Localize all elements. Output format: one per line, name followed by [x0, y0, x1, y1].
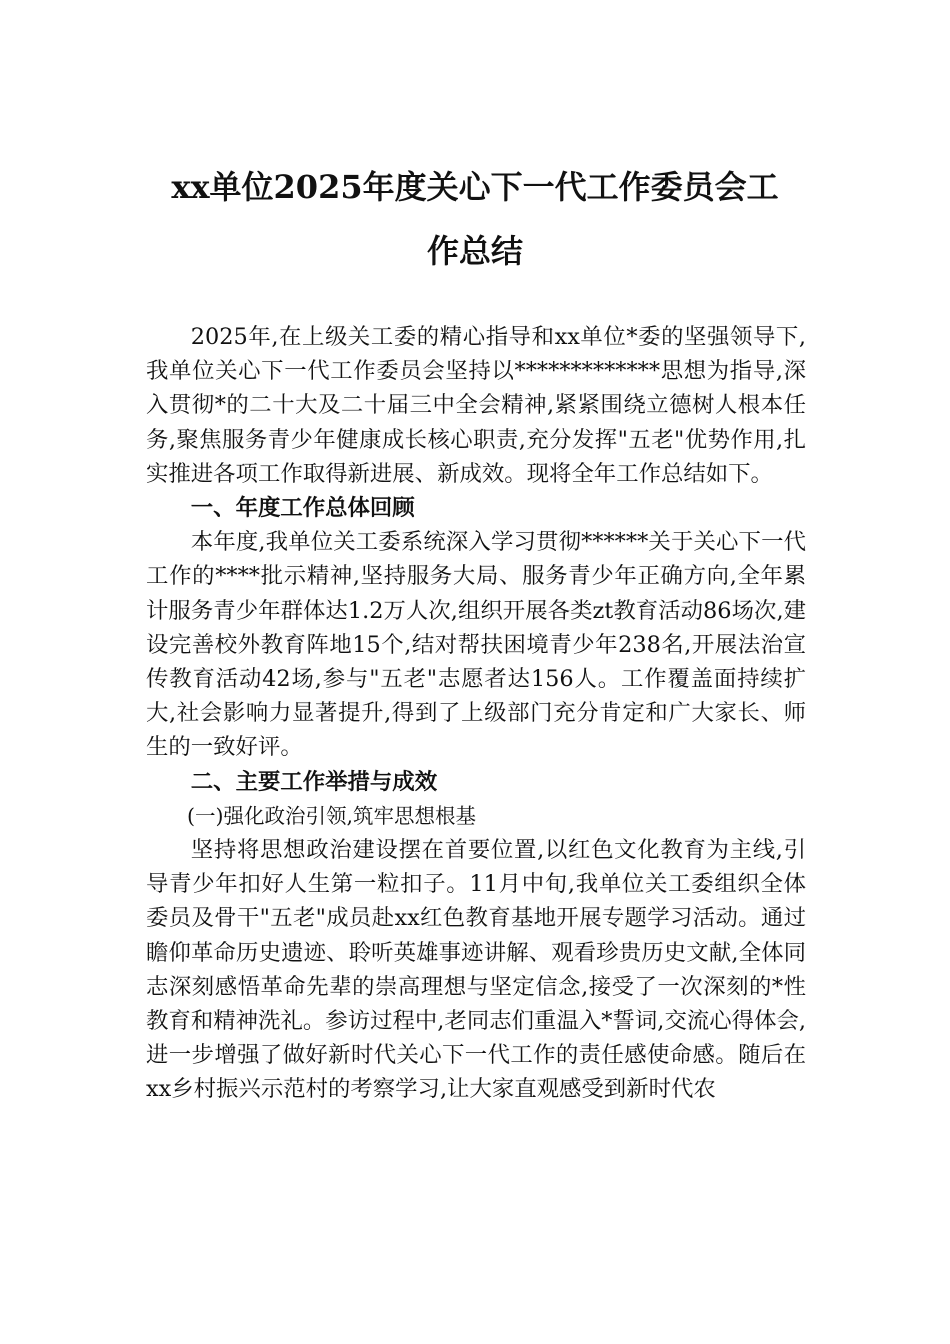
intro-paragraph: 2025年,在上级关工委的精心指导和xx单位*委的坚强领导下,我单位关心下一代工作委员会坚持以*************思想为指导,深入贯彻*的二十大及二十届三中全会精神,紧紧围绕立德树人根本任务,聚焦服务青少年健康成长核心职责,充分发挥"五老"优势作用,扎实推进各项工作取得新进展、新成效。现将全年工作总结如下。: [146, 324, 806, 487]
document-body: [146, 320, 806, 1107]
political-guidance-paragraph: 坚持将思想政治建设摆在首要位置,以红色文化教育为主线,引导青少年扣好人生第一粒扣子。11月中旬,我单位关工委组织全体委员及骨干"五老"成员赴xx红色教育基地开展专题学习活动。通过瞻仰革命历史遗迹、聆听英雄事迹讲解、观看珍贵历史文献,全体同志深刻感悟革命先辈的崇高理想与坚定信念,接受了一次深刻的*性教育和精神洗礼。参访过程中,老同志们重温入*誓词,交流心得体会,进一步增强了做好新时代关心下一代工作的责任感使命感。随后在xx乡村振兴示范村的考察学习,让大家直观感受到新时代农: [146, 837, 806, 1103]
document-title-line-2: 作总结: [426, 232, 523, 270]
subsection-heading-1: (一)强化政治引领,筑牢思想根基: [187, 803, 477, 828]
section-heading-1: 一、年度工作总体回顾: [190, 495, 415, 522]
section-heading-2: 二、主要工作举措与成效: [190, 768, 438, 795]
review-paragraph: 本年度,我单位关工委系统深入学习贯彻******关于关心下一代工作的****批示精神,坚持服务大局、服务青少年正确方向,全年累计服务青少年群体达1.2万人次,组织开展各类zt教育活动86场次,建设完善校外教育阵地15个,结对帮扶困境青少年238名,开展法治宣传教育活动42场,参与"五老"志愿者达156人。工作覆盖面持续扩大,社会影响力显著提升,得到了上级部门充分肯定和广大家长、师生的一致好评。: [146, 529, 806, 761]
document-title-line-1: xx单位2025年度关心下一代工作委员会工: [171, 168, 779, 206]
